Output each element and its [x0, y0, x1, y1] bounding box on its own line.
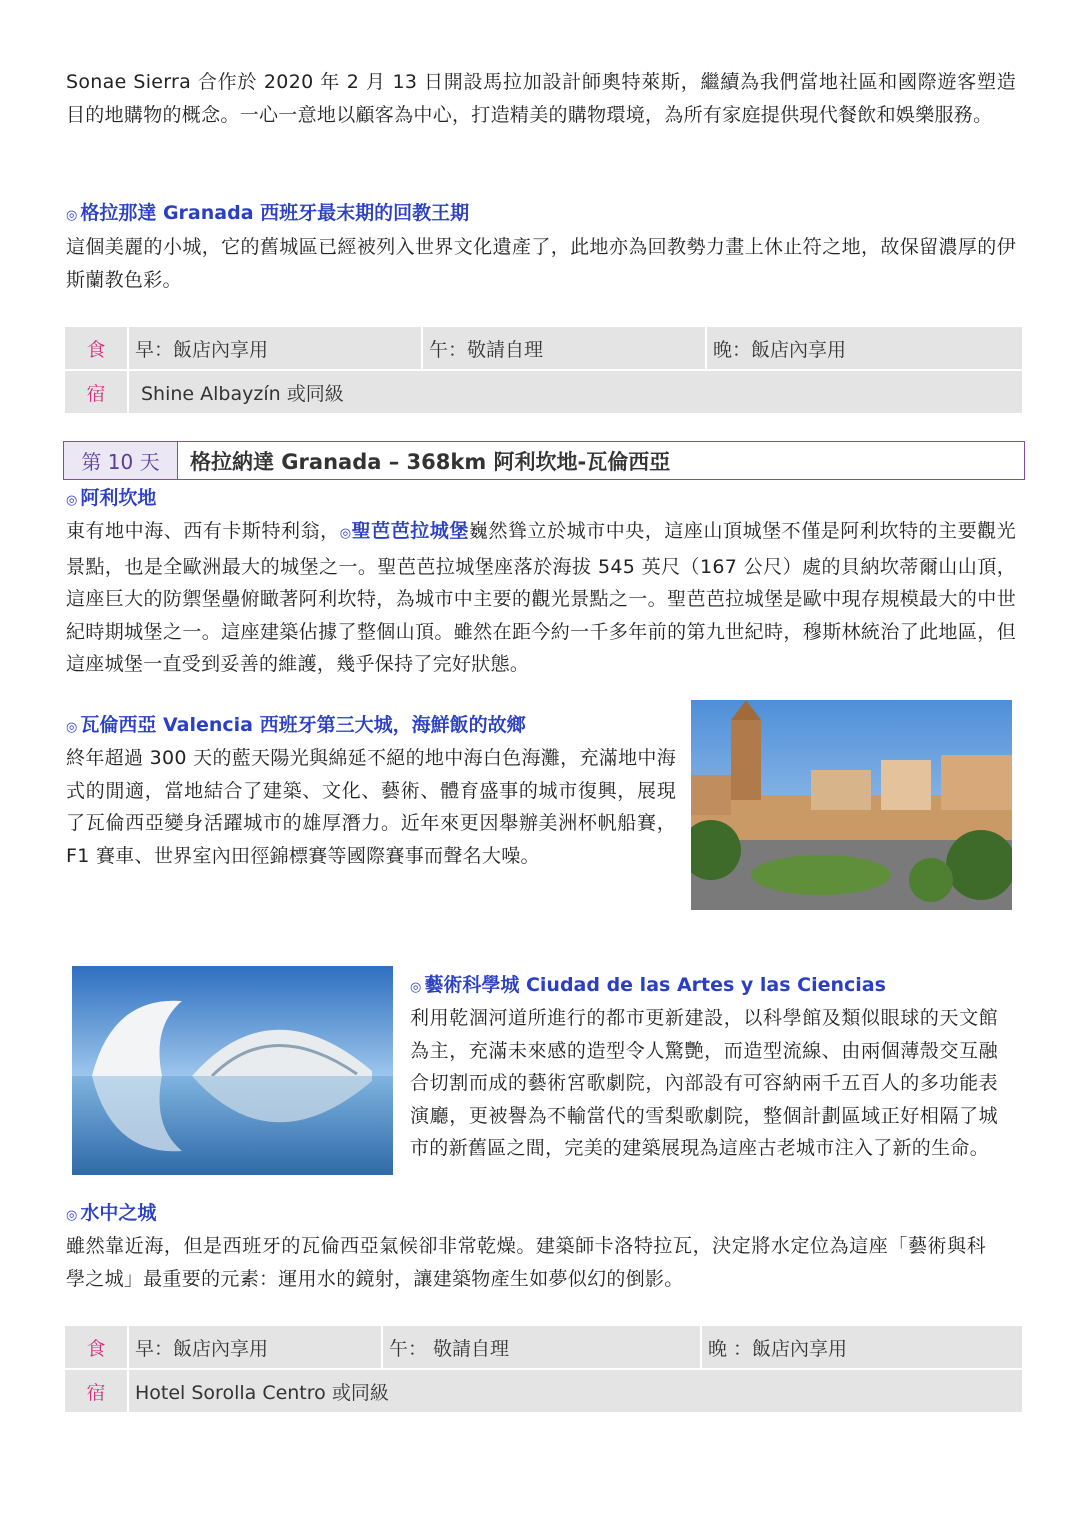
- circle-bullet-icon: ◎: [66, 720, 78, 735]
- breakfast-cell: 早：飯店內享用: [128, 326, 422, 370]
- alicante-text-start: 東有地中海、西有卡斯特利翁，: [66, 520, 340, 542]
- granada-heading-text: 格拉那達 Granada 西班牙最末期的回教王期: [80, 202, 470, 224]
- circle-bullet-icon: ◎: [66, 493, 78, 508]
- castle-name: 聖芭芭拉城堡: [351, 520, 469, 542]
- valencia-heading-text: 瓦倫西亞 Valencia 西班牙第三大城，海鮮飯的故鄉: [80, 714, 526, 736]
- alicante-heading: [66, 483, 156, 516]
- castle-highlight: [340, 520, 469, 542]
- circle-bullet-icon: ◎: [66, 208, 78, 223]
- breakfast-cell: 早：飯店內享用: [128, 1325, 382, 1369]
- circle-bullet-icon: ◎: [410, 980, 422, 995]
- alicante-text-rest: 巍然聳立於城市中央，這座山頂城堡不僅是阿利坎特的主要觀光景點，也是全歐洲最大的城堡之一。聖芭芭拉城堡座落於海拔 545 英尺（167 公尺）處的貝納坎蒂爾山山頂，這座巨大的防禦堡壘俯瞰著阿利坎特，為城市中主要的觀光景點之一。聖芭芭拉城堡是歐中現存規模最大的中世紀時期城堡之一。這座建築佔據了整個山頂。雖然在距今約一千多年前的第九世紀時，穆斯林統治了此地區，但這座城堡一直受到妥善的維護，幾乎保持了完好狀態。: [66, 520, 1016, 675]
- dinner-cell: 晚 ：飯店內享用: [701, 1325, 1023, 1369]
- alicante-heading-text: 阿利坎地: [80, 487, 157, 509]
- arts-paragraph: 利用乾涸河道所進行的都市更新建設，以科學館及類似眼球的天文館為主，充滿未來感的造型令人驚艷，而造型流線、由兩個薄殼交互融合切割而成的藝術宮歌劇院，內部設有可容納兩千五百人的多功能表演廳，更被譽為不輸當代的雪梨歌劇院，整個計劃區域正好相隔了城市的新舊區之間，完美的建築展現為這座古老城市注入了新的生命。: [410, 1007, 998, 1159]
- granada-paragraph: 這個美麗的小城，它的舊城區已經被列入世界文化遺產了，此地亦為回教勢力畫上休止符之地，故保留濃厚的伊斯蘭教色彩。: [66, 236, 1016, 291]
- stay-tag: 宿: [64, 1369, 128, 1413]
- water-heading: [66, 1198, 156, 1231]
- dinner-cell: 晚：飯店內享用: [706, 326, 1023, 370]
- meal-table-day9: [63, 325, 1024, 415]
- water-paragraph: 雖然靠近海，但是西班牙的瓦倫西亞氣候卻非常乾燥。建築師卡洛特拉瓦，決定將水定位為這座「藝術與科學之城」最重要的元素：運用水的鏡射，讓建築物產生如夢似幻的倒影。: [66, 1235, 986, 1290]
- arts-heading-text: 藝術科學城 Ciudad de las Artes y las Ciencias: [424, 974, 886, 996]
- food-tag: 食: [64, 326, 128, 370]
- alicante-paragraph: [66, 515, 1016, 681]
- hotel-cell: Shine Albayzín 或同級: [128, 370, 1023, 414]
- valencia-heading: [66, 710, 526, 743]
- meal-table-day10: [63, 1324, 1024, 1414]
- stay-tag: 宿: [64, 370, 128, 414]
- arts-heading: [410, 970, 886, 1003]
- day-header-bar: [63, 441, 1025, 480]
- water-heading-text: 水中之城: [80, 1202, 157, 1224]
- circle-bullet-icon: ◎: [66, 1208, 78, 1223]
- intro-paragraph: Sonae Sierra 合作於 2020 年 2 月 13 日開設馬拉加設計師奧特萊斯，繼續為我們當地社區和國際遊客塑造目的地購物的概念。一心一意地以顧客為中心，打造精美的購物環境，為所有家庭提供現代餐飲和娛樂服務。: [66, 71, 1016, 126]
- arts-sciences-photo: [72, 966, 393, 1175]
- day-number: 第 10 天: [64, 442, 178, 479]
- circle-bullet-icon: ◎: [339, 526, 352, 541]
- valencia-city-photo: [691, 700, 1012, 910]
- food-tag: 食: [64, 1325, 128, 1369]
- granada-heading: [66, 198, 469, 231]
- valencia-paragraph: 終年超過 300 天的藍天陽光與綿延不絕的地中海白色海灘，充滿地中海式的閒適，當地結合了建築、文化、藝術、體育盛事的城市復興，展現了瓦倫西亞變身活躍城市的雄厚潛力。近年來更因舉辦美洲杯帆船賽，F1 賽車、世界室內田徑錦標賽等國際賽事而聲名大噪。: [66, 747, 676, 867]
- day-title: 格拉納達 Granada – 368km 阿利坎地-瓦倫西亞: [190, 449, 671, 474]
- lunch-cell: 午： 敬請自理: [382, 1325, 701, 1369]
- lunch-cell: 午：敬請自理: [422, 326, 706, 370]
- hotel-cell: Hotel Sorolla Centro 或同級: [128, 1369, 1023, 1413]
